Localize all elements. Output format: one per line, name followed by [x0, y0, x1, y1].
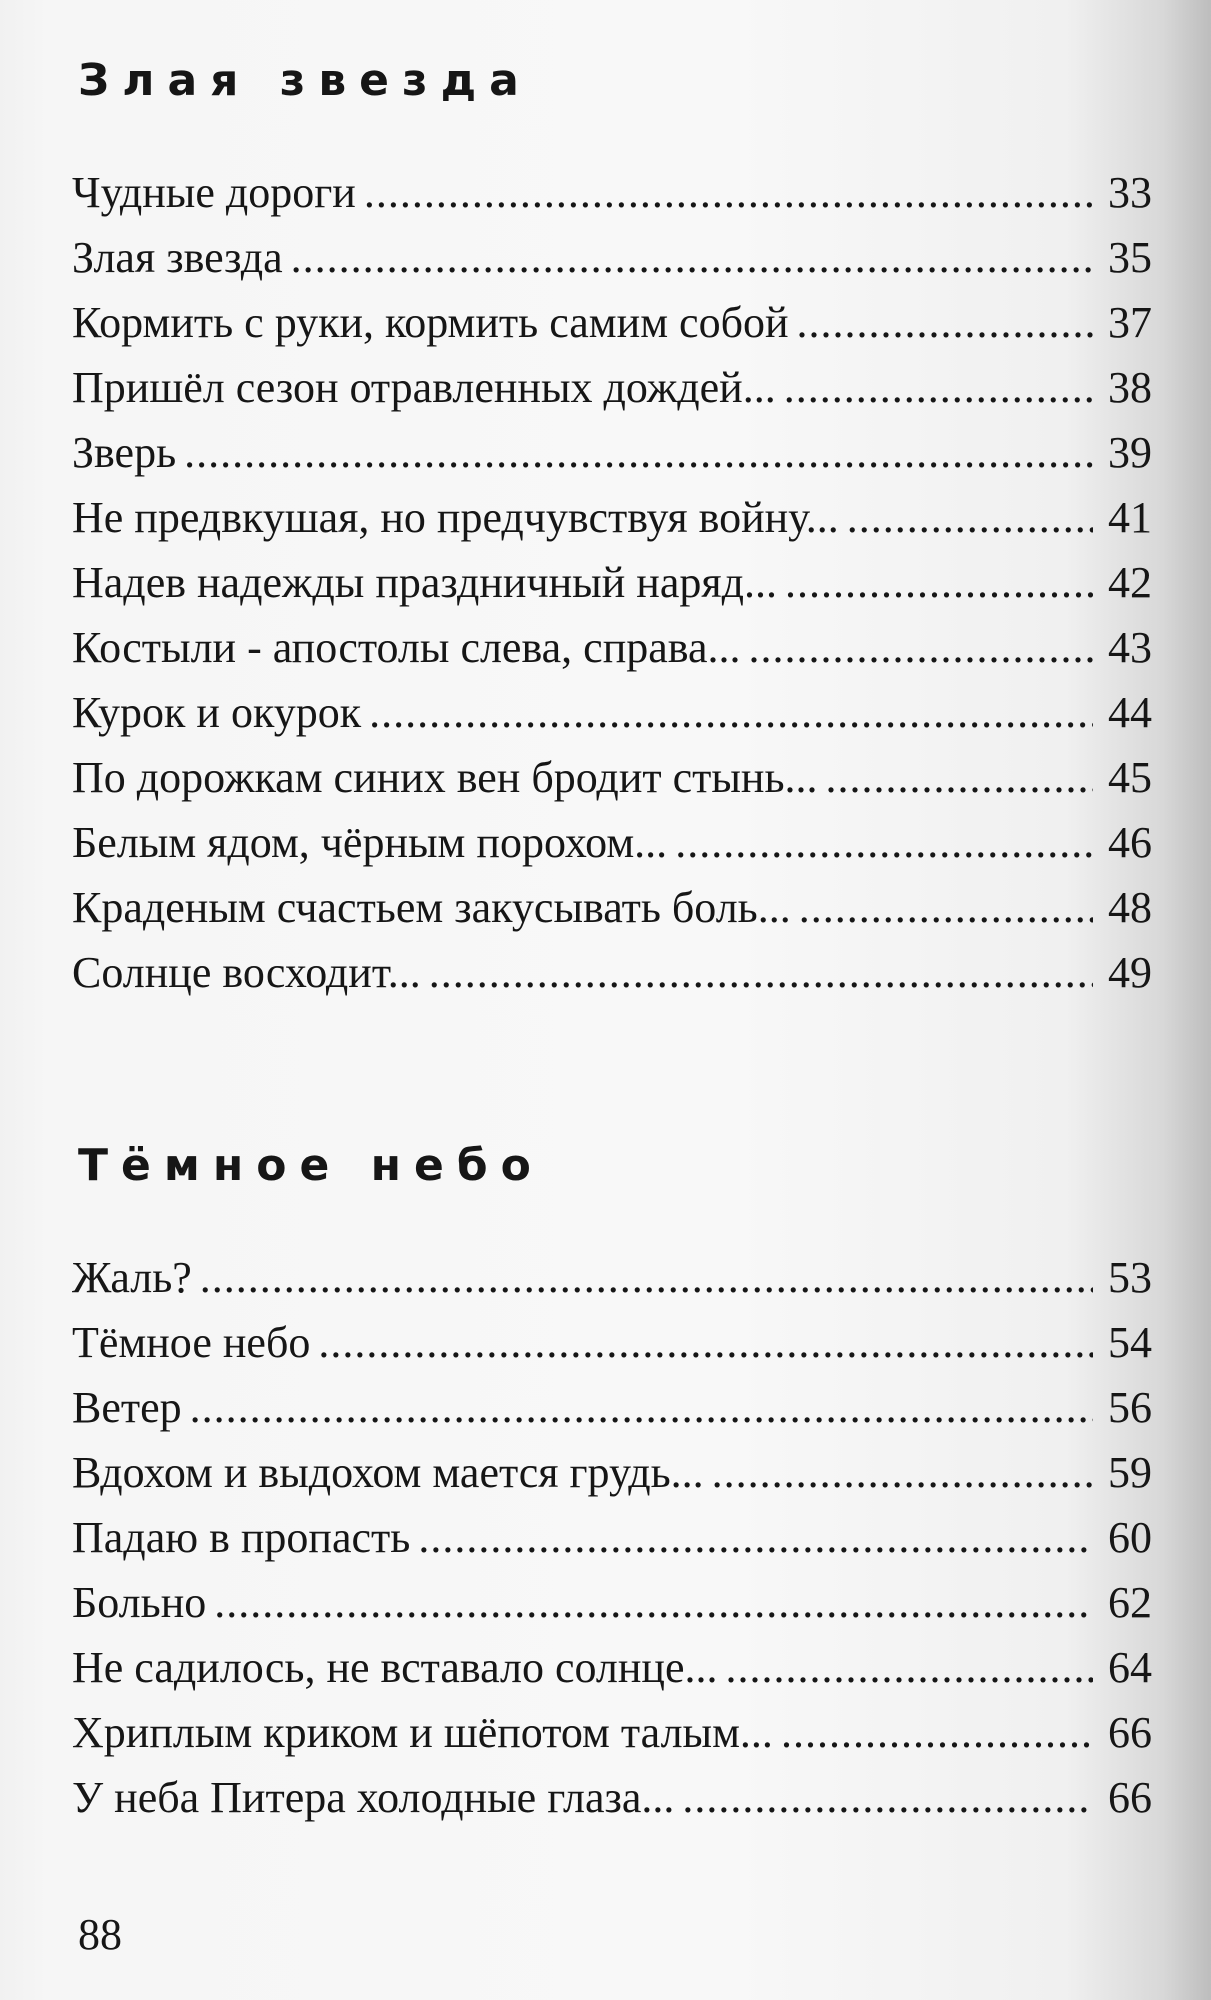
entry-page-number: 38 [1108, 363, 1152, 412]
entry-page-number: 66 [1108, 1708, 1152, 1757]
dot-leader [847, 485, 1093, 550]
entry-page-number: 44 [1108, 688, 1152, 737]
entry-title: Жаль? [72, 1253, 192, 1302]
toc-entry [72, 1765, 1152, 1830]
entry-title: Тёмное небо [72, 1318, 311, 1367]
toc-list [72, 160, 1152, 1005]
dot-leader [785, 550, 1093, 615]
toc-entry [72, 940, 1152, 1005]
dot-leader [749, 615, 1093, 680]
entry-page-number: 39 [1108, 428, 1152, 477]
entry-title: По дорожкам синих вен бродит стынь... [72, 753, 818, 802]
entry-title: Белым ядом, чёрным порохом... [72, 818, 668, 867]
toc-entry [72, 550, 1152, 615]
dot-leader [214, 1570, 1093, 1635]
dot-leader [712, 1440, 1093, 1505]
entry-title: Пришёл сезон отравленных дождей... [72, 363, 776, 412]
section-title: Тёмное небо [78, 1140, 544, 1191]
toc-entry [72, 1570, 1152, 1635]
dot-leader [781, 1700, 1093, 1765]
entry-page-number: 46 [1108, 818, 1152, 867]
dot-leader [190, 1375, 1093, 1440]
entry-title: Злая звезда [72, 233, 283, 282]
entry-page-number: 48 [1108, 883, 1152, 932]
toc-entry [72, 1700, 1152, 1765]
entry-title: Краденым счастьем закусывать боль... [72, 883, 791, 932]
entry-page-number: 62 [1108, 1578, 1152, 1627]
toc-entry [72, 420, 1152, 485]
entry-page-number: 49 [1108, 948, 1152, 997]
toc-entry [72, 160, 1152, 225]
dot-leader [429, 940, 1093, 1005]
toc-entry [72, 1245, 1152, 1310]
section-title: Злая звезда [78, 55, 532, 106]
entry-title: У неба Питера холодные глаза... [72, 1773, 675, 1822]
dot-leader [826, 745, 1093, 810]
dot-leader [797, 290, 1093, 355]
dot-leader [726, 1635, 1094, 1700]
dot-leader [318, 1310, 1093, 1375]
dot-leader [369, 680, 1093, 745]
entry-page-number: 56 [1108, 1383, 1152, 1432]
dot-leader [200, 1245, 1093, 1310]
entry-page-number: 54 [1108, 1318, 1152, 1367]
dot-leader [784, 355, 1093, 420]
toc-entry [72, 810, 1152, 875]
entry-title: Хриплым криком и шёпотом талым... [72, 1708, 773, 1757]
dot-leader [682, 1765, 1093, 1830]
toc-entry [72, 1635, 1152, 1700]
toc-entry [72, 1505, 1152, 1570]
toc-entry [72, 615, 1152, 680]
entry-title: Солнце восходит... [72, 948, 421, 997]
toc-list [72, 1245, 1152, 1830]
entry-title: Вдохом и выдохом мается грудь... [72, 1448, 704, 1497]
toc-entry [72, 745, 1152, 810]
entry-title: Чудные дороги [72, 168, 356, 217]
entry-page-number: 33 [1108, 168, 1152, 217]
entry-page-number: 42 [1108, 558, 1152, 607]
dot-leader [364, 160, 1093, 225]
toc-entry [72, 290, 1152, 355]
entry-page-number: 37 [1108, 298, 1152, 347]
entry-page-number: 60 [1108, 1513, 1152, 1562]
entry-page-number: 64 [1108, 1643, 1152, 1692]
entry-page-number: 45 [1108, 753, 1152, 802]
entry-title: Падаю в пропасть [72, 1513, 411, 1562]
toc-entry [72, 680, 1152, 745]
entry-page-number: 43 [1108, 623, 1152, 672]
dot-leader [184, 420, 1093, 485]
toc-entry [72, 485, 1152, 550]
entry-page-number: 59 [1108, 1448, 1152, 1497]
entry-page-number: 35 [1108, 233, 1152, 282]
entry-title: Курок и окурок [72, 688, 362, 737]
dot-leader [675, 810, 1093, 875]
toc-entry [72, 225, 1152, 290]
dot-leader [291, 225, 1093, 290]
entry-title: Костыли - апостолы слева, справа... [72, 623, 741, 672]
toc-entry [72, 1375, 1152, 1440]
entry-page-number: 53 [1108, 1253, 1152, 1302]
dot-leader [418, 1505, 1093, 1570]
entry-title: Ветер [72, 1383, 182, 1432]
entry-page-number: 66 [1108, 1773, 1152, 1822]
toc-section-dark-sky [72, 1135, 1152, 1822]
toc-section-evil-star [72, 50, 1152, 997]
entry-title: Зверь [72, 428, 177, 477]
page-number: 88 [78, 1910, 122, 1959]
toc-entry [72, 1440, 1152, 1505]
entry-title: Кормить с руки, кормить самим собой [72, 298, 789, 347]
entry-title: Не предвкушая, но предчувствуя войну... [72, 493, 839, 542]
toc-entry [72, 355, 1152, 420]
toc-entry [72, 875, 1152, 940]
entry-title: Надев надежды праздничный наряд... [72, 558, 777, 607]
entry-page-number: 41 [1108, 493, 1152, 542]
entry-title: Не садилось, не вставало солнце... [72, 1643, 718, 1692]
entry-title: Больно [72, 1578, 207, 1627]
toc-entry [72, 1310, 1152, 1375]
dot-leader [799, 875, 1093, 940]
